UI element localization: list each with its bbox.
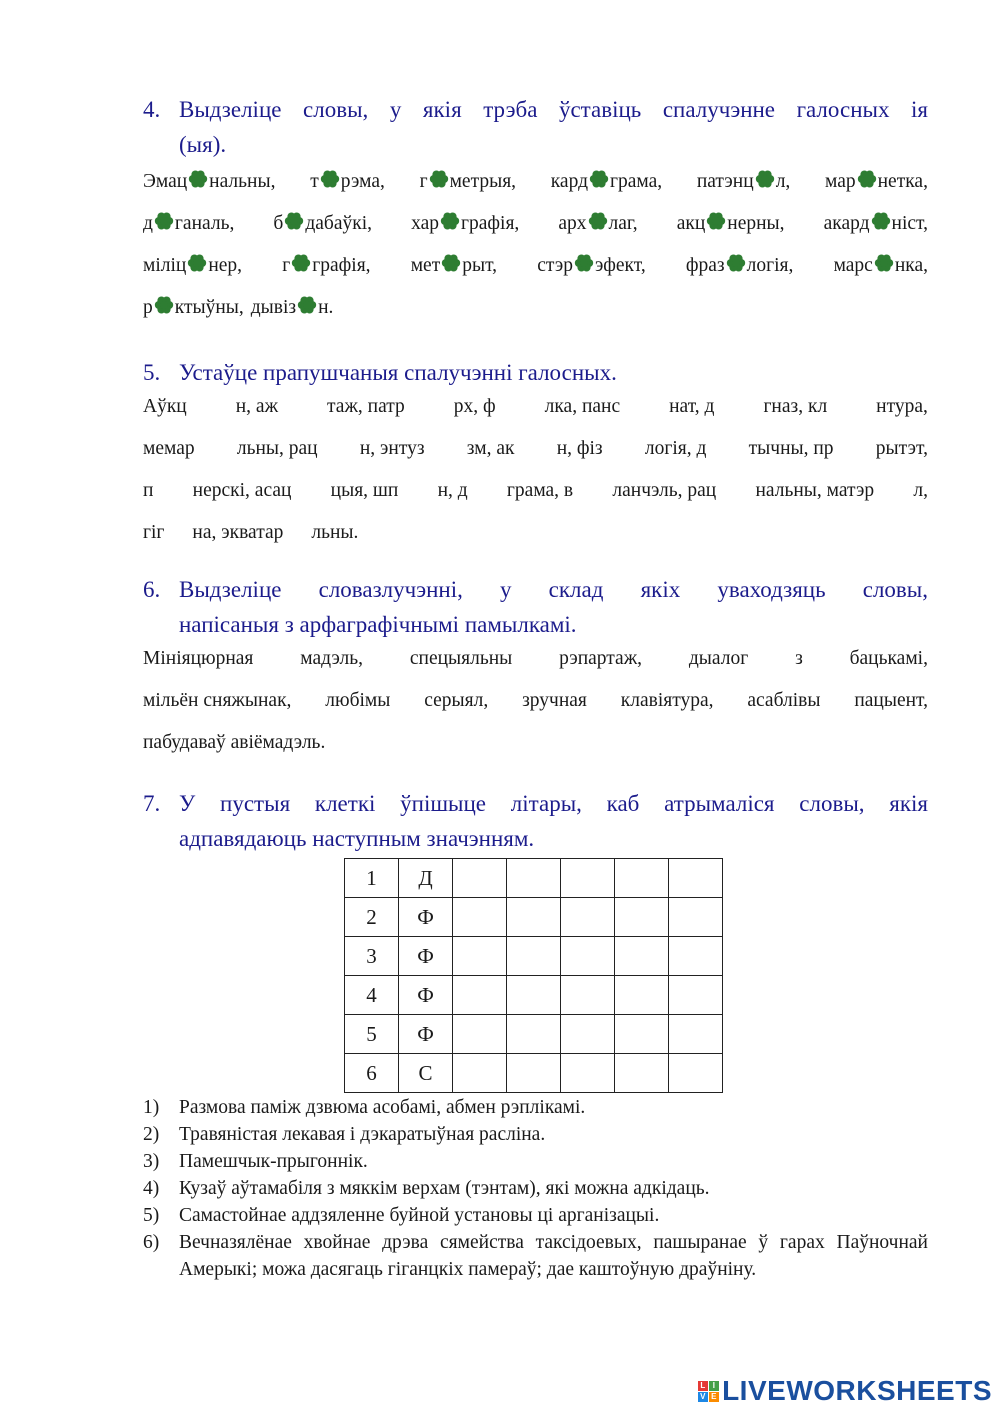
task4-word[interactable] <box>143 287 244 329</box>
task5-fragment: лка, панс <box>544 396 621 417</box>
word-part: ктыўны, <box>174 297 244 318</box>
task4-word[interactable] <box>411 203 519 245</box>
definition-text: Травяністая лекавая і дэкаратыўная расліна. <box>179 1124 546 1145</box>
task5-title <box>143 355 928 390</box>
task5-fragment: н, фіз <box>556 438 603 459</box>
grid-first-letter: Ф <box>399 976 453 1015</box>
grid-empty-cell[interactable] <box>615 937 669 976</box>
word-part: марс <box>833 255 873 276</box>
grid-empty-cell[interactable] <box>453 859 507 898</box>
task7-title-line2: адпавядаюць наступным значэнням. <box>179 826 535 851</box>
grid-row <box>345 976 723 1015</box>
grid-row <box>345 937 723 976</box>
task4-word[interactable] <box>282 245 370 287</box>
grid-row-number: 6 <box>345 1054 399 1093</box>
task4-word[interactable] <box>825 161 928 203</box>
word-part: дывіз <box>250 297 297 318</box>
word-part: рыт, <box>462 255 498 276</box>
task5-title-text: Устаўце прапушчаныя спалучэнні галосных. <box>179 360 617 385</box>
task6-title-line1: Выдзеліце словазлучэнні, у склад якіх уваходзяць словы, <box>179 577 928 602</box>
grid-empty-cell[interactable] <box>507 898 561 937</box>
task6-word[interactable]: мільён сняжынак, <box>143 690 292 711</box>
task6-word[interactable]: бацькамі, <box>849 648 928 669</box>
grid-first-letter: Ф <box>399 937 453 976</box>
task5-fragment: ланчэль, рац <box>612 480 717 501</box>
task4-line <box>143 245 928 287</box>
grid-row <box>345 1015 723 1054</box>
definition-text: Вечназялёнае хвойнае дрэва сямейства таксідоевых, пашыранае ў гарах Паўночнай Амерыкі; можа дасягаць гіганцкіх памераў; дае каштоўную драўніну. <box>179 1232 928 1280</box>
task6-word[interactable]: мадэль, <box>300 648 364 669</box>
task6-word[interactable]: серыял, <box>424 690 489 711</box>
task5-fragment: цыя, шп <box>330 480 399 501</box>
blank-marker-icon[interactable] <box>441 253 461 273</box>
grid-empty-cell[interactable] <box>669 937 723 976</box>
task5-fragment: н, аж <box>235 396 279 417</box>
task7-number: 7. <box>143 791 161 816</box>
task5-line <box>143 512 928 554</box>
task4-word[interactable] <box>558 203 637 245</box>
grid-empty-cell[interactable] <box>453 898 507 937</box>
word-part: д <box>143 213 153 234</box>
grid-row-number: 1 <box>345 859 399 898</box>
blank-marker-icon[interactable] <box>755 169 775 189</box>
word-part: патэнц <box>696 171 754 192</box>
task4-line <box>143 161 928 203</box>
grid-row <box>345 898 723 937</box>
grid-empty-cell[interactable] <box>453 976 507 1015</box>
logo-icon: L I V E <box>698 1381 719 1402</box>
word-part: нка, <box>894 255 928 276</box>
task6-word[interactable]: пацыент, <box>854 690 928 711</box>
word-part: логія, <box>746 255 794 276</box>
task5-fragment: н, энтуз <box>359 438 425 459</box>
blank-marker-icon[interactable] <box>726 253 746 273</box>
word-part: кард <box>550 171 588 192</box>
definition-item <box>143 1121 928 1148</box>
task6-phrase-list <box>143 638 928 764</box>
grid-row-number: 4 <box>345 976 399 1015</box>
task6-word[interactable]: з <box>795 648 803 669</box>
grid-empty-cell[interactable] <box>615 1015 669 1054</box>
word-part: г <box>419 171 428 192</box>
word-part: р <box>143 297 153 318</box>
grid-empty-cell[interactable] <box>561 976 615 1015</box>
word-part: акц <box>676 213 706 234</box>
word-part: арх <box>558 213 587 234</box>
word-part: фраз <box>685 255 725 276</box>
task5-line <box>143 470 928 512</box>
grid-first-letter: Д <box>399 859 453 898</box>
blank-marker-icon[interactable] <box>440 211 460 231</box>
task6-title <box>143 572 928 642</box>
word-part: ганаль, <box>174 213 235 234</box>
word-part: г <box>282 255 291 276</box>
blank-marker-icon[interactable] <box>154 295 174 315</box>
task6-word[interactable]: спецыяльны <box>409 648 513 669</box>
definition-number: 4) <box>143 1178 160 1199</box>
blank-marker-icon[interactable] <box>874 253 894 273</box>
blank-marker-icon[interactable] <box>706 211 726 231</box>
definition-item <box>143 1175 928 1202</box>
task7-title <box>143 786 928 856</box>
grid-first-letter: С <box>399 1054 453 1093</box>
blank-marker-icon[interactable] <box>284 211 304 231</box>
task5-fragment: нтура, <box>876 396 928 417</box>
task5-fragment: рх, ф <box>453 396 496 417</box>
liveworksheets-logo[interactable] <box>698 1375 992 1407</box>
grid-empty-cell[interactable] <box>507 1015 561 1054</box>
word-part: метрыя, <box>449 171 517 192</box>
task4-word[interactable] <box>143 203 234 245</box>
task4-word[interactable] <box>537 245 646 287</box>
task6-line <box>143 638 928 680</box>
word-part: стэр <box>537 255 574 276</box>
task6-word[interactable]: дыалог <box>688 648 749 669</box>
blank-marker-icon[interactable] <box>297 295 317 315</box>
word-part: рэма, <box>340 171 385 192</box>
task4-word[interactable] <box>834 245 928 287</box>
definition-text: Памешчык-прыгоннік. <box>179 1151 368 1172</box>
task6-word[interactable]: асаблівы <box>747 690 821 711</box>
task5-line <box>143 428 928 470</box>
word-part: эфект, <box>595 255 646 276</box>
task6-number: 6. <box>143 577 161 602</box>
grid-first-letter: Ф <box>399 898 453 937</box>
task5-fragment: гназ, кл <box>763 396 828 417</box>
grid-empty-cell[interactable] <box>561 898 615 937</box>
task4-word[interactable] <box>686 245 794 287</box>
task4-word[interactable] <box>677 203 785 245</box>
task5-fragment: зм, ак <box>466 438 515 459</box>
definition-text: Кузаў аўтамабіля з мяккім верхам (тэнтам), які можна адкідаць. <box>179 1178 710 1199</box>
grid-first-letter: Ф <box>399 1015 453 1054</box>
grid-empty-cell[interactable] <box>669 1054 723 1093</box>
blank-marker-icon[interactable] <box>429 169 449 189</box>
task5-fragment: л, <box>913 480 928 501</box>
task5-fragment: п <box>143 480 154 501</box>
grid-empty-cell[interactable] <box>561 859 615 898</box>
grid-empty-cell[interactable] <box>507 976 561 1015</box>
grid-empty-cell[interactable] <box>669 976 723 1015</box>
word-part: нер, <box>208 255 243 276</box>
definition-number: 6) <box>143 1232 160 1253</box>
task5-fragment: нальны, матэр <box>755 480 875 501</box>
logo-text: LIVEWORKSHEETS <box>722 1375 992 1406</box>
task5-fragment: грама, в <box>506 480 574 501</box>
grid-empty-cell[interactable] <box>615 859 669 898</box>
task4-word[interactable] <box>143 245 242 287</box>
task5-line <box>143 386 928 428</box>
definition-item <box>143 1229 928 1283</box>
task4-number: 4. <box>143 97 161 122</box>
task6-word[interactable]: Мініяцюрная <box>143 648 254 669</box>
grid-empty-cell[interactable] <box>453 1015 507 1054</box>
blank-marker-icon[interactable] <box>187 253 207 273</box>
word-part: хар <box>411 213 439 234</box>
task6-title-line2: напісаныя з арфаграфічнымі памылкамі. <box>179 612 577 637</box>
blank-marker-icon[interactable] <box>589 169 609 189</box>
grid-empty-cell[interactable] <box>669 898 723 937</box>
word-part: графія, <box>312 255 371 276</box>
task4-word[interactable] <box>251 287 334 329</box>
task4-title-line2: (ыя). <box>179 132 227 157</box>
grid-row-number: 3 <box>345 937 399 976</box>
word-part: акард <box>823 213 870 234</box>
word-part: ніст, <box>891 213 928 234</box>
grid-empty-cell[interactable] <box>669 1015 723 1054</box>
word-part: т <box>310 171 319 192</box>
task6-word[interactable]: пабудаваў авіёмадэль. <box>143 732 326 753</box>
task4-word[interactable] <box>697 161 790 203</box>
task5-fragment: нат, д <box>669 396 715 417</box>
grid-empty-cell[interactable] <box>507 859 561 898</box>
task4-title-line1: Выдзеліце словы, у якія трэба ўставіць спалучэнне галосных ія <box>179 97 928 122</box>
grid-empty-cell[interactable] <box>669 859 723 898</box>
crossword-grid <box>344 858 723 1093</box>
word-part: нетка, <box>877 171 928 192</box>
task6-word[interactable]: клавіятура, <box>620 690 714 711</box>
word-part: грама, <box>610 171 663 192</box>
word-part: н. <box>318 297 334 318</box>
definition-item <box>143 1202 928 1229</box>
task7-title-line1: У пустыя клеткі ўпішыце літары, каб атрымаліся словы, якія <box>179 791 928 816</box>
task4-title <box>143 92 928 162</box>
task5-word-list <box>143 386 928 554</box>
grid-empty-cell[interactable] <box>615 976 669 1015</box>
task4-line <box>143 287 928 329</box>
task4-word[interactable] <box>143 161 275 203</box>
task5-fragment: гіг <box>143 522 165 543</box>
grid-empty-cell[interactable] <box>561 937 615 976</box>
grid-empty-cell[interactable] <box>453 937 507 976</box>
grid-row <box>345 859 723 898</box>
grid-empty-cell[interactable] <box>561 1015 615 1054</box>
grid-empty-cell[interactable] <box>507 937 561 976</box>
task5-fragment: тычны, пр <box>748 438 834 459</box>
definition-text: Размова паміж дзвюма асобамі, абмен рэплікамі. <box>179 1097 586 1118</box>
word-part: міліц <box>143 255 187 276</box>
blank-marker-icon[interactable] <box>188 169 208 189</box>
word-part: нальны, <box>209 171 276 192</box>
task5-fragment: на, экватар <box>192 522 284 543</box>
grid-row-number: 2 <box>345 898 399 937</box>
definition-item <box>143 1148 928 1175</box>
task4-line <box>143 203 928 245</box>
blank-marker-icon[interactable] <box>291 253 311 273</box>
task5-fragment: логія, д <box>644 438 707 459</box>
blank-marker-icon[interactable] <box>857 169 877 189</box>
word-part: л, <box>775 171 791 192</box>
blank-marker-icon[interactable] <box>588 211 608 231</box>
task5-fragment: мемар <box>143 438 195 459</box>
blank-marker-icon[interactable] <box>320 169 340 189</box>
word-part: мар <box>825 171 856 192</box>
task5-fragment: льны, рац <box>236 438 318 459</box>
word-part: мет <box>410 255 441 276</box>
task6-word[interactable]: зручная <box>522 690 587 711</box>
word-part: б <box>273 213 284 234</box>
task4-word[interactable] <box>310 161 385 203</box>
task4-word[interactable] <box>824 203 928 245</box>
task4-word[interactable] <box>273 203 372 245</box>
grid-empty-cell[interactable] <box>507 1054 561 1093</box>
task4-word[interactable] <box>551 161 662 203</box>
definition-item <box>143 1094 928 1121</box>
task4-word[interactable] <box>420 161 516 203</box>
task6-line <box>143 722 928 764</box>
definition-number: 3) <box>143 1151 160 1172</box>
blank-marker-icon[interactable] <box>154 211 174 231</box>
definition-list <box>143 1094 928 1283</box>
task5-fragment: льны. <box>311 522 359 543</box>
definition-number: 1) <box>143 1097 160 1118</box>
word-part: Эмац <box>143 171 188 192</box>
grid-empty-cell[interactable] <box>453 1054 507 1093</box>
grid-empty-cell[interactable] <box>615 898 669 937</box>
definition-number: 2) <box>143 1124 160 1145</box>
task4-word[interactable] <box>411 245 497 287</box>
word-part: графія, <box>461 213 520 234</box>
task6-word[interactable]: любімы <box>325 690 391 711</box>
grid-row-number: 5 <box>345 1015 399 1054</box>
task5-fragment: н, д <box>437 480 468 501</box>
task5-fragment: рытэт, <box>875 438 928 459</box>
task5-fragment: таж, патр <box>327 396 405 417</box>
blank-marker-icon[interactable] <box>574 253 594 273</box>
word-part: дабаўкі, <box>305 213 373 234</box>
grid-empty-cell[interactable] <box>561 1054 615 1093</box>
blank-marker-icon[interactable] <box>871 211 891 231</box>
task5-number: 5. <box>143 360 161 385</box>
task6-line <box>143 680 928 722</box>
task5-fragment: Аўкц <box>143 396 187 417</box>
word-part: нерны, <box>727 213 785 234</box>
grid-empty-cell[interactable] <box>615 1054 669 1093</box>
definition-number: 5) <box>143 1205 160 1226</box>
task5-fragment: нерскі, асац <box>192 480 292 501</box>
task6-word[interactable]: рэпартаж, <box>559 648 643 669</box>
word-part: лаг, <box>608 213 638 234</box>
definition-text: Самастойнае аддзяленне буйной установы ці арганізацыі. <box>179 1205 660 1226</box>
grid-row <box>345 1054 723 1093</box>
task4-word-list <box>143 161 928 329</box>
